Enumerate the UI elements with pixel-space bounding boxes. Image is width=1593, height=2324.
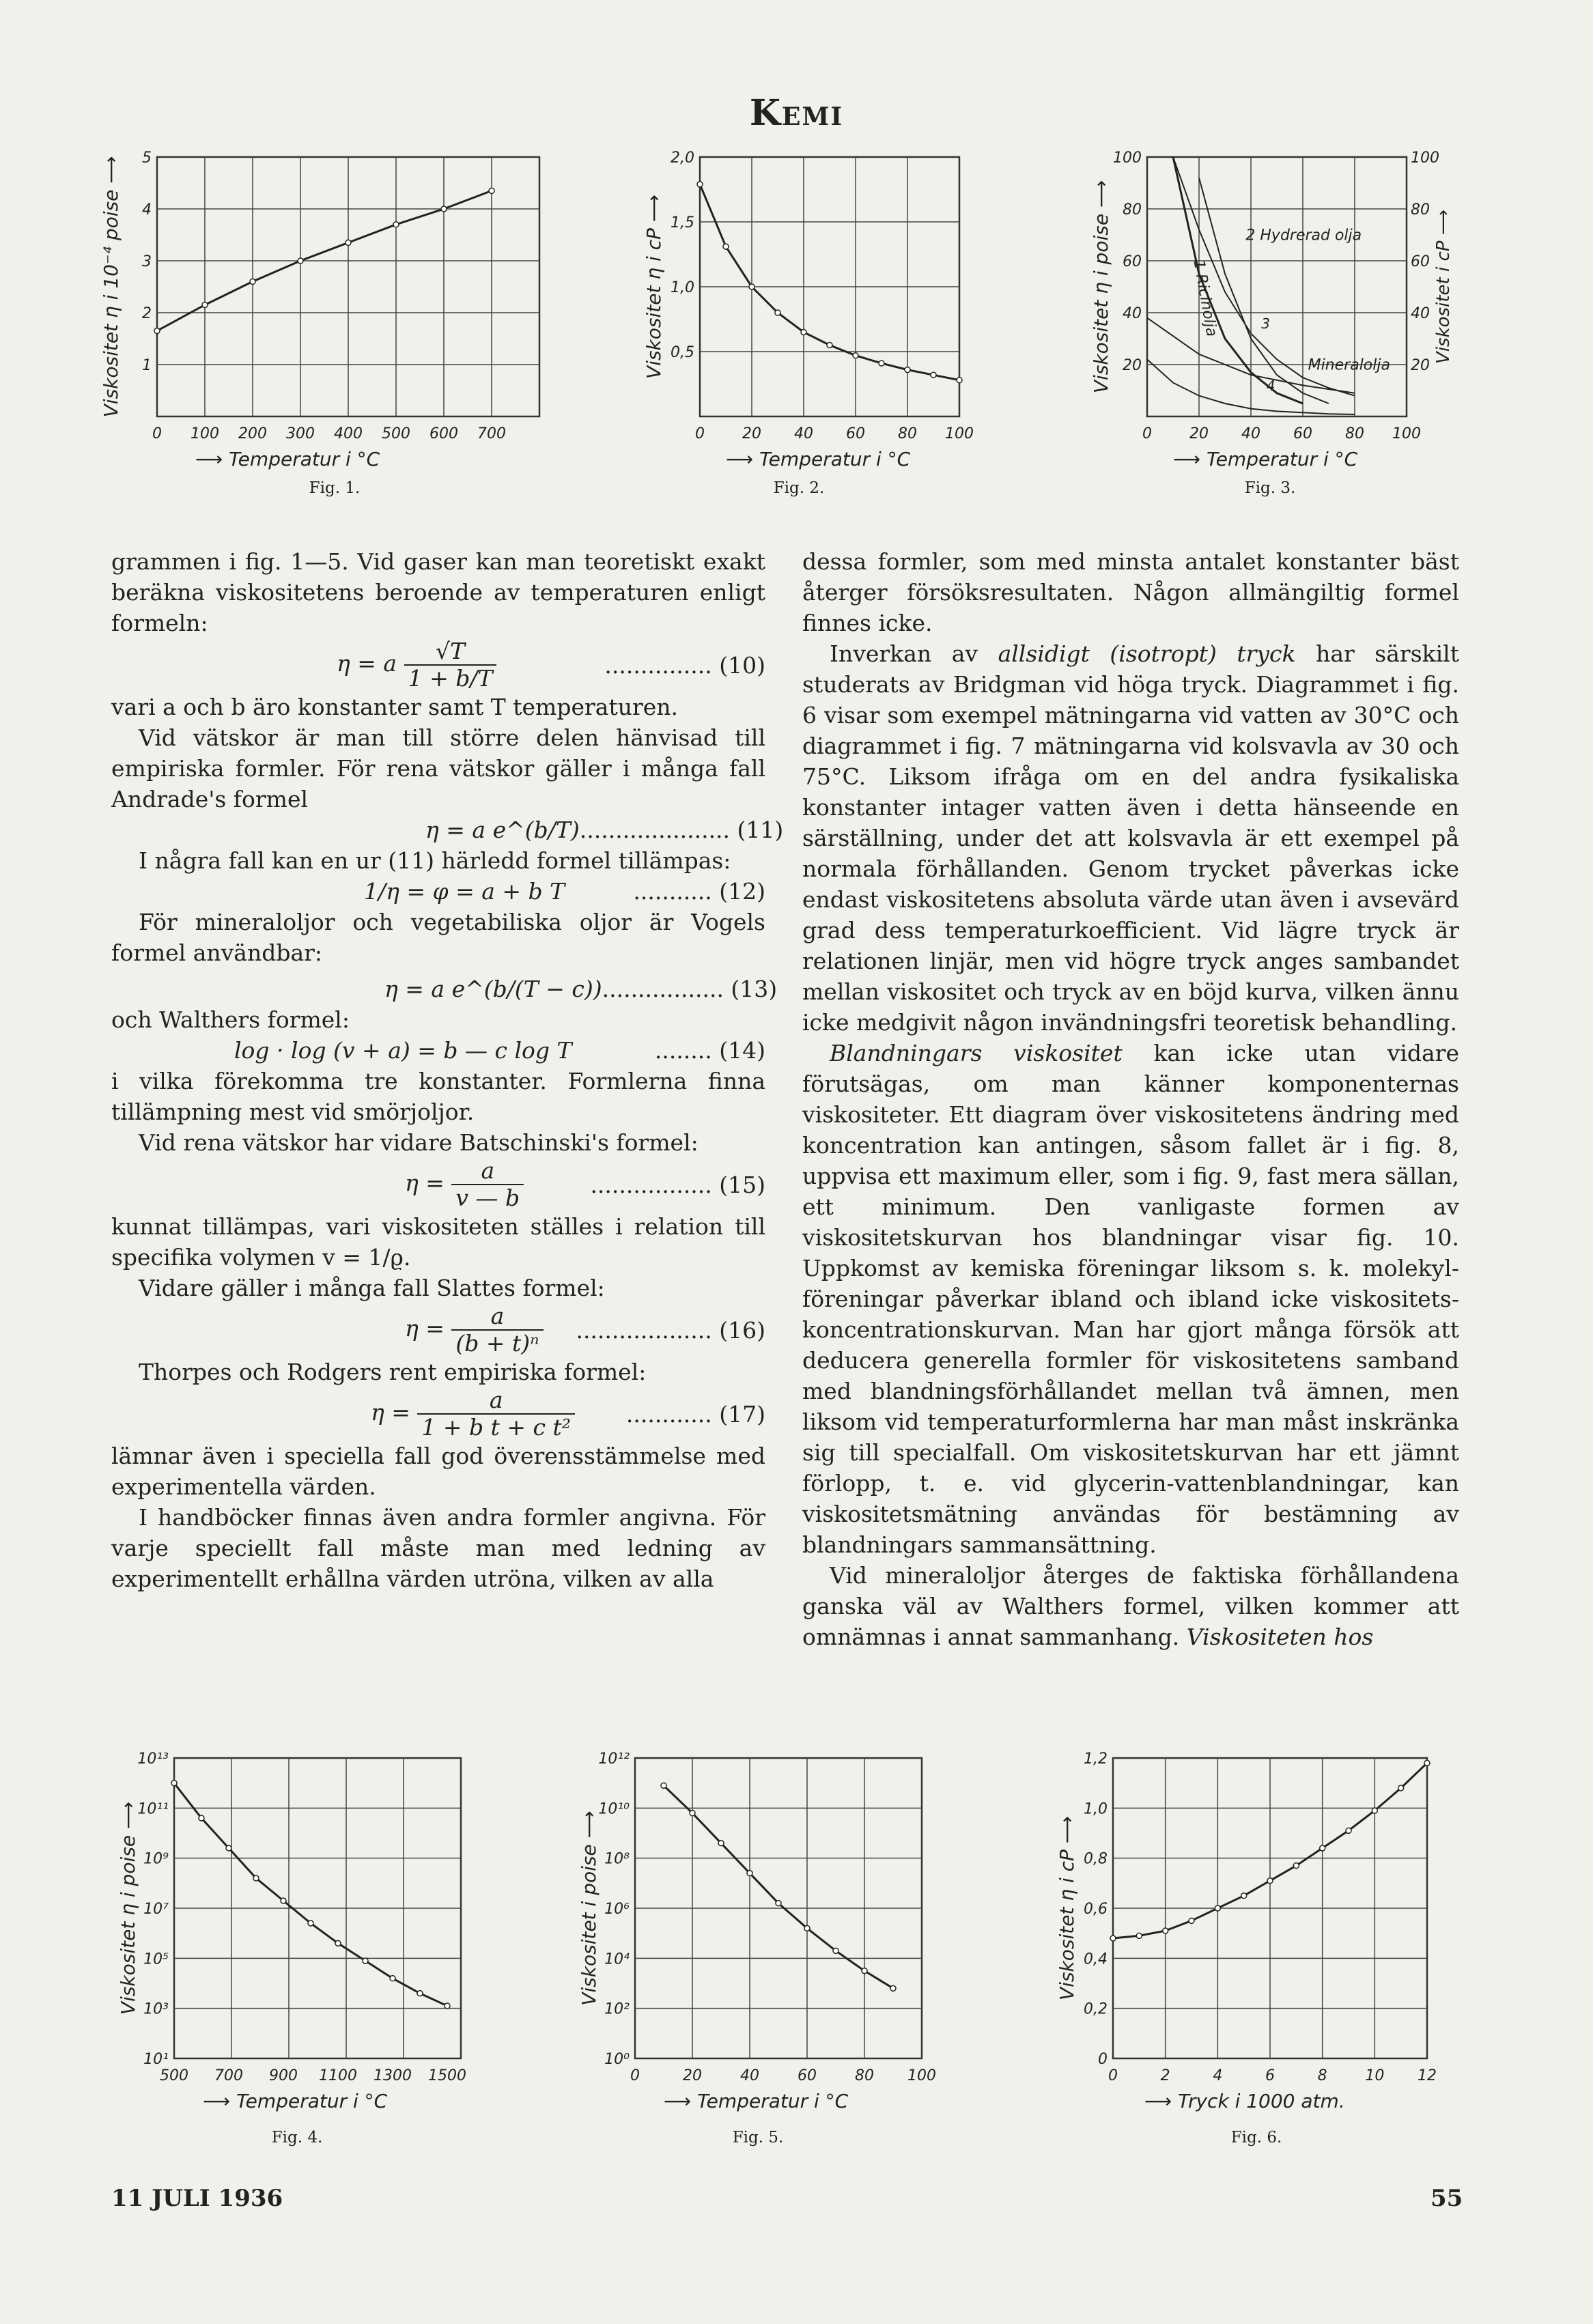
figure-3-caption: Fig. 3. (1244, 479, 1296, 497)
equation-lhs: η = (371, 1399, 410, 1426)
equation-numerator: a (481, 1157, 495, 1184)
paragraph: Thorpes och Rodgers rent empiriska formel: (139, 1359, 647, 1385)
data-point (441, 206, 447, 212)
paragraph: och Walthers formel: (111, 1006, 350, 1033)
x-tick-label: 4 (1213, 2067, 1223, 2084)
data-point (862, 1968, 867, 1974)
data-point (253, 1875, 259, 1881)
paragraph: vari a och b äro konstanter samt T temperaturen. (111, 694, 679, 720)
paragraph (802, 1038, 1459, 1560)
y-tick-label-right: 40 (1411, 305, 1430, 322)
equation-lhs: η = a (337, 650, 397, 677)
equation-12 (111, 876, 765, 907)
x-axis-title: ⟶ Temperatur i °C (203, 2090, 388, 2112)
y-tick-label: 5 (142, 150, 152, 167)
figure-3 (1079, 143, 1461, 470)
y-tick-label: 80 (1123, 201, 1142, 218)
figure-5-caption: Fig. 5. (732, 2129, 784, 2146)
equation-number: ............... (10) (604, 651, 765, 679)
data-point (827, 343, 832, 348)
data-point (1189, 1918, 1194, 1923)
equation-denominator: v — b (451, 1184, 524, 1211)
y-tick-label: 0,5 (671, 344, 694, 361)
data-point (281, 1898, 286, 1903)
equation-number: ................... (16) (576, 1316, 765, 1344)
series-label: Mineralolja (1308, 356, 1390, 374)
x-tick-label: 700 (477, 425, 506, 442)
equation: 1/η = φ = a + b T (364, 878, 565, 905)
y-tick-label: 10⁹ (143, 1850, 169, 1868)
data-point (298, 258, 303, 264)
equation-number: ........ (14) (654, 1037, 765, 1064)
data-point (308, 1921, 313, 1926)
paragraph: Vid vätskor är man till större delen hänvisad till empiriska formler. För rena vätskor gäller i många fall Andrade's formel (111, 724, 765, 812)
paragraph: I handböcker finnas även andra formler angivna. För varje speciellt fall måste man med ledning av experimentellt erhållna värden utröna, vilken av alla (111, 1504, 765, 1592)
x-tick-label: 10 (1365, 2067, 1385, 2084)
text-run: kan icke utan vidare förutsägas, om man känner komponenternas viskositeter. Ett diagram över viskositetens ändring med koncentration kan antingen, såsom fallet är i fig. 8, uppvisa ett maximum eller, som i fig. 9, fast mera sällan, ett minimum. Den vanligaste formen av viskositetskurvan hos blandningar visar fig. 10. Uppkomst av kemiska föreningar liksom s. k. molekyl-föreningar påverkar ibland och ibland icke viskositets-koncentrationskurvan. Man har gjort många försök att deducera generella formler för viskositetens samband med blandningsförhållandet mellan två ämnen, men liksom vid temperaturformlerna har man måst inskränka sig till specialfall. Om viskositetskurvan har ett jämnt förlopp, t. e. vid glycerin-vattenblandningar, kan viskositetsmätning användas för bestämning av blandningars sammansättning. (802, 1040, 1459, 1558)
x-tick-label: 60 (798, 2067, 817, 2084)
x-tick-label: 12 (1418, 2067, 1437, 2084)
paragraph: dessa formler, som med minsta antalet konstanter bäst återger försöksresultaten. Någon allmängiltig formel finnes icke. (802, 548, 1459, 636)
x-tick-label: 0 (695, 425, 705, 442)
data-point (879, 360, 884, 366)
data-point (335, 1940, 341, 1946)
data-point (1320, 1845, 1325, 1851)
y-tick-label: 10¹¹ (137, 1800, 169, 1818)
y-tick-label: 1,5 (671, 214, 694, 231)
data-point (697, 182, 703, 187)
y-tick-label-right: 60 (1411, 253, 1430, 270)
equation-17 (111, 1387, 765, 1441)
x-tick-label: 20 (683, 2067, 702, 2084)
y-tick-label: 0,4 (1084, 1951, 1108, 1968)
y-tick-label: 1,2 (1084, 1751, 1108, 1768)
x-tick-label: 100 (945, 425, 974, 442)
figure-1-caption: Fig. 1. (309, 479, 361, 497)
y-tick-label-right: 20 (1411, 357, 1430, 374)
paragraph: grammen i fig. 1—5. Vid gaser kan man teoretiskt exakt beräkna viskositetens beroende av temperaturen enligt formeln: (111, 548, 765, 636)
equation-15 (111, 1158, 765, 1211)
equation-10 (111, 638, 765, 692)
series-line (174, 1783, 447, 2006)
y-tick-label: 100 (1113, 150, 1142, 167)
x-tick-label: 1300 (373, 2067, 412, 2084)
data-point (390, 1976, 395, 1981)
y-axis-title: Viskositet η i poise ⟶ (1090, 180, 1112, 394)
equation-denominator: 1 + b t + c t² (417, 1413, 575, 1441)
data-point (1136, 1933, 1142, 1938)
data-point (661, 1783, 666, 1788)
x-tick-label: 60 (1293, 425, 1312, 442)
data-point (1293, 1863, 1299, 1869)
equation: η = a e^(b/T) (425, 817, 580, 843)
data-point (833, 1948, 838, 1953)
equation-16 (111, 1303, 765, 1357)
emphasis: allsidigt (isotropt) tryck (998, 640, 1296, 667)
y-tick-label: 10⁶ (604, 1901, 630, 1918)
data-point (804, 1925, 810, 1931)
data-point (363, 1958, 368, 1964)
paragraph: i vilka förekomma tre konstanter. Formlerna finna tillämpning mest vid smörjoljor. (111, 1068, 765, 1125)
y-tick-label: 10¹ (143, 2051, 169, 2068)
x-tick-label: 8 (1317, 2067, 1327, 2084)
data-point (445, 2003, 450, 2009)
x-tick-label: 80 (1345, 425, 1364, 442)
data-point (749, 284, 755, 289)
y-tick-label: 4 (142, 201, 152, 218)
left-column (111, 546, 784, 1594)
x-tick-label: 1500 (428, 2067, 466, 2084)
footer-page-number: 55 (1430, 2185, 1463, 2212)
series-label: 3 (1261, 315, 1270, 332)
paragraph: För mineraloljor och vegetabiliska oljor är Vogels formel användbar: (111, 909, 765, 966)
figure-2 (643, 143, 980, 470)
x-tick-label: 6 (1265, 2067, 1275, 2084)
y-tick-label: 10¹⁰ (598, 1800, 630, 1818)
figure-1 (100, 143, 560, 470)
x-tick-label: 20 (742, 425, 761, 442)
y-tick-label: 0,2 (1084, 2000, 1108, 2018)
figure-3-chart (1079, 143, 1461, 470)
x-tick-label: 0 (1108, 2067, 1118, 2084)
y-tick-label: 10⁸ (604, 1850, 630, 1868)
data-point (957, 378, 962, 383)
equation-numerator: a (489, 1387, 503, 1413)
equation-11 (111, 814, 784, 845)
data-point (171, 1781, 177, 1786)
y-tick-label: 10⁷ (143, 1901, 169, 1918)
series-line (700, 184, 959, 380)
data-point (747, 1871, 752, 1876)
data-point (250, 279, 255, 284)
y-axis-title: Viskositet η i cP ⟶ (643, 195, 665, 379)
equation-number: ............ (17) (625, 1400, 765, 1428)
x-tick-label: 0 (152, 425, 162, 442)
data-point (1424, 1760, 1430, 1766)
y-tick-label: 1 (142, 357, 152, 374)
equation-numerator: a (490, 1303, 505, 1329)
data-point (905, 367, 910, 373)
x-tick-label: 2 (1160, 2067, 1170, 2084)
equation: η = a e^(b/(T − c)) (384, 976, 602, 1002)
data-point (154, 328, 160, 334)
x-tick-label: 1100 (319, 2067, 357, 2084)
equation-number: ..................... (11) (579, 817, 784, 843)
y-tick-label: 10² (604, 2000, 630, 2018)
x-tick-label: 500 (160, 2067, 188, 2084)
data-point (417, 1991, 423, 1996)
text-run: har särskilt studerats av Bridgman vid höga tryck. Diagrammet i fig. 6 visar som exempel mätningarna vid vatten av 30°C och diagrammet i fig. 7 mätningarna vid kolsvavla av 30 och 75°C. Liksom ifråga om en del andra fysikaliska konstanter intager vatten även i detta hänseende en särställning, under det att kolsvavla är ett exempel på normala förhållanden. Genom trycket påverkas icke endast viskositetens absoluta värde utan även i avsevärd grad dess temperaturkoefficient. Vid lägre tryck är relationen linjär, men vid högre tryck anges sambandet mellan viskositet och tryck av en böjd kurva, vilken ännu icke medgivit någon invändningsfri teoretisk behandling. (802, 640, 1459, 1036)
right-column (802, 546, 1459, 1652)
series-label: 1 Ricinolja (1189, 258, 1220, 339)
x-tick-label: 0 (630, 2067, 640, 2084)
data-point (931, 372, 936, 378)
plot-frame (1147, 157, 1407, 416)
y-tick-label: 0,8 (1084, 1850, 1108, 1868)
paragraph: kunnat tillämpas, vari viskositeten ställes i relation till specifika volymen v = 1/ϱ. (111, 1213, 765, 1271)
x-tick-label: 80 (898, 425, 917, 442)
equation-number: ........... (12) (633, 878, 765, 905)
y-tick-label: 2,0 (671, 150, 694, 167)
figure-4 (113, 1744, 495, 2113)
data-point (226, 1845, 231, 1851)
emphasis: Viskositeten hos (1186, 1624, 1374, 1650)
data-point (1215, 1905, 1220, 1911)
y-axis-title: Viskositet i poise ⟶ (578, 1811, 600, 2006)
equation-numerator: √T (436, 638, 466, 664)
figure-5 (574, 1744, 956, 2113)
equation-lhs: η = (405, 1170, 445, 1196)
equation-lhs: η = (405, 1315, 445, 1342)
text-run: Vid mineraloljor återges de faktiska förhållandena ganska väl av Walthers formel, vilken kommer att omnämnas i annat sammanhang. (802, 1562, 1459, 1650)
equation-14 (111, 1035, 765, 1066)
x-tick-label: 300 (286, 425, 315, 442)
x-tick-label: 100 (907, 2067, 936, 2084)
y-tick-label: 3 (142, 253, 152, 270)
x-axis-title: ⟶ Temperatur i °C (664, 2090, 849, 2112)
y-tick-label: 10⁰ (604, 2051, 630, 2068)
text-run: Inverkan av (830, 640, 998, 667)
paragraph (802, 638, 1459, 1038)
series-label: 2 Hydrerad olja (1245, 227, 1362, 244)
data-point (393, 222, 399, 227)
y-tick-label: 1,0 (1084, 1800, 1108, 1818)
data-point (1163, 1928, 1168, 1933)
equation-number: ................. (13) (602, 976, 778, 1002)
figure-6 (1045, 1744, 1468, 2113)
data-point (1372, 1808, 1377, 1813)
x-tick-label: 0 (1142, 425, 1152, 442)
data-point (775, 310, 780, 315)
y-tick-label: 1,0 (671, 279, 694, 296)
paragraph: Vidare gäller i många fall Slattes formel: (139, 1275, 605, 1301)
data-point (723, 244, 729, 249)
y-tick-label: 0 (1098, 2051, 1108, 2068)
equation-number: ................. (15) (590, 1171, 765, 1198)
y-tick-label: 10⁴ (604, 1951, 630, 1968)
y-axis-title-right: Viskositet i cP ⟶ (1433, 210, 1454, 364)
equation-denominator: 1 + b/T (404, 664, 497, 692)
figure-6-chart (1045, 1744, 1468, 2113)
data-point (1110, 1936, 1116, 1941)
y-axis-title: Viskositet η i cP ⟶ (1056, 1816, 1078, 2000)
x-tick-label: 40 (1241, 425, 1260, 442)
x-tick-label: 600 (429, 425, 458, 442)
y-tick-label: 10⁵ (143, 1951, 169, 1968)
data-point (1241, 1893, 1247, 1899)
x-tick-label: 700 (214, 2067, 243, 2084)
x-axis-title: ⟶ Temperatur i °C (195, 448, 380, 470)
y-axis-title: Viskositet η i 10⁻⁴ poise ⟶ (100, 156, 122, 418)
page-header: Kemi (749, 92, 844, 134)
equation: log · log (v + a) = b — c log T (234, 1037, 572, 1064)
y-tick-label: 60 (1123, 253, 1142, 270)
figure-6-caption: Fig. 6. (1230, 2129, 1282, 2146)
data-point (1267, 1878, 1273, 1884)
paragraph: I några fall kan en ur (11) härledd formel tillämpas: (139, 847, 731, 874)
emphasis: Blandningars viskositet (830, 1040, 1123, 1066)
data-point (890, 1985, 896, 1991)
data-point (718, 1841, 724, 1846)
y-tick-label: 10¹³ (137, 1751, 169, 1768)
y-axis-title: Viskositet η i poise ⟶ (117, 1801, 139, 2015)
x-tick-label: 20 (1189, 425, 1209, 442)
paragraph: lämnar även i speciella fall god överensstämmelse med experimentella värden. (111, 1443, 765, 1500)
x-tick-label: 100 (1392, 425, 1421, 442)
figure-4-chart (113, 1744, 495, 2113)
y-tick-label: 10³ (143, 2000, 169, 2018)
x-tick-label: 200 (238, 425, 267, 442)
figure-5-chart (574, 1744, 956, 2113)
figure-1-chart (100, 143, 560, 470)
x-tick-label: 400 (334, 425, 363, 442)
data-point (199, 1815, 204, 1821)
paragraph (802, 1560, 1459, 1652)
x-axis-title: ⟶ Tryck i 1000 atm. (1144, 2090, 1345, 2112)
series-label: 4 (1266, 378, 1275, 394)
y-tick-label: 2 (142, 305, 152, 322)
equation-denominator: (b + t)ⁿ (451, 1329, 543, 1357)
x-tick-label: 40 (740, 2067, 759, 2084)
equation-13 (111, 974, 778, 1004)
data-point (690, 1811, 695, 1816)
figure-4-caption: Fig. 4. (271, 2129, 323, 2146)
x-axis-title: ⟶ Temperatur i °C (726, 448, 911, 470)
data-point (776, 1901, 781, 1906)
x-tick-label: 40 (794, 425, 813, 442)
footer-date: 11 JULI 1936 (111, 2185, 283, 2212)
series-line (1173, 157, 1303, 403)
figure-2-caption: Fig. 2. (773, 479, 825, 497)
x-tick-label: 80 (855, 2067, 874, 2084)
y-tick-label-right: 80 (1411, 201, 1430, 218)
figure-2-chart (643, 143, 980, 470)
data-point (489, 188, 494, 193)
y-tick-label: 10¹² (598, 1751, 630, 1768)
data-point (346, 240, 351, 245)
x-tick-label: 500 (382, 425, 410, 442)
x-tick-label: 60 (846, 425, 865, 442)
x-tick-label: 100 (191, 425, 219, 442)
x-axis-title: ⟶ Temperatur i °C (1173, 448, 1358, 470)
paragraph: Vid rena vätskor har vidare Batschinski's formel: (139, 1129, 699, 1156)
y-tick-label-right: 100 (1411, 150, 1439, 167)
x-tick-label: 900 (269, 2067, 298, 2084)
y-tick-label: 0,6 (1084, 1901, 1108, 1918)
data-point (853, 353, 858, 358)
data-point (1346, 1828, 1351, 1833)
y-tick-label: 40 (1123, 305, 1142, 322)
data-point (1398, 1785, 1404, 1791)
data-point (801, 330, 806, 335)
data-point (202, 302, 208, 308)
y-tick-label: 20 (1123, 357, 1142, 374)
